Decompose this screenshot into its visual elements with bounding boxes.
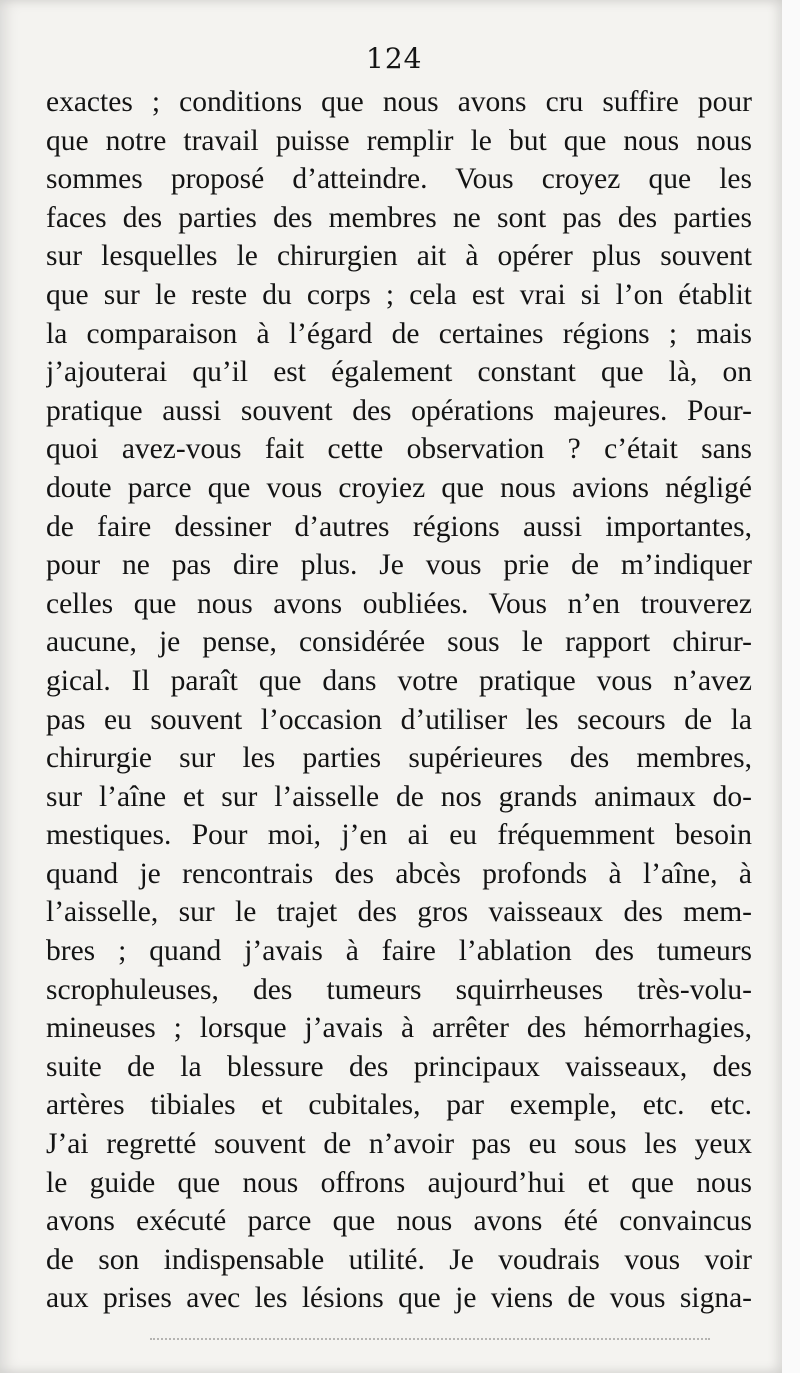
text-line: scrophuleuses, des tumeurs squirrheuses très-volu-: [46, 973, 752, 1006]
text-line: artères tibiales et cubitales, par exemple, etc. etc.: [46, 1089, 752, 1122]
text-line: J’ai regretté souvent de n’avoir pas eu sous les yeux: [46, 1128, 752, 1161]
text-line: quand je rencontrais des abcès profonds à l’aîne, à: [46, 857, 752, 890]
text-line: de faire dessiner d’autres régions aussi importantes,: [46, 510, 752, 543]
text-line: pratique aussi souvent des opérations majeures. Pour-: [46, 394, 752, 427]
text-line: le guide que nous offrons aujourd’hui et que nous: [46, 1166, 752, 1199]
text-line: quoi avez-vous fait cette observation ? c’était sans: [46, 433, 752, 466]
text-line: l’aisselle, sur le trajet des gros vaisseaux des mem-: [46, 896, 752, 929]
body-text: [46, 83, 752, 1318]
text-line: aucune, je pense, considérée sous le rapport chirur-: [46, 626, 752, 659]
text-line: que notre travail puisse remplir le but que nous nous: [46, 124, 752, 157]
text-line: bres ; quand j’avais à faire l’ablation des tumeurs: [46, 935, 752, 968]
text-line: j’ajouterai qu’il est également constant que là, on: [46, 356, 752, 389]
text-line: sur l’aîne et sur l’aisselle de nos grands animaux do-: [46, 780, 752, 813]
text-line: gical. Il paraît que dans votre pratique vous n’avez: [46, 664, 752, 697]
page-number: 124: [366, 42, 423, 75]
text-line: faces des parties des membres ne sont pas des parties: [46, 201, 752, 234]
text-line: doute parce que vous croyiez que nous avions négligé: [46, 471, 752, 504]
text-line: sommes proposé d’atteindre. Vous croyez que les: [46, 163, 752, 196]
page-margin: [782, 0, 800, 1373]
text-line: avons exécuté parce que nous avons été convaincus: [46, 1205, 752, 1238]
text-line: aux prises avec les lésions que je viens de vous signa-: [46, 1282, 752, 1315]
text-line: de son indispensable utilité. Je voudrais vous voir: [46, 1243, 752, 1276]
page-bottom-smudge: [150, 1338, 710, 1344]
text-line: celles que nous avons oubliées. Vous n’en trouverez: [46, 587, 752, 620]
text-line: sur lesquelles le chirurgien ait à opérer plus souvent: [46, 240, 752, 273]
text-line: la comparaison à l’égard de certaines régions ; mais: [46, 317, 752, 350]
text-line: mineuses ; lorsque j’avais à arrêter des hémorrhagies,: [46, 1012, 752, 1045]
text-line: pas eu souvent l’occasion d’utiliser les secours de la: [46, 703, 752, 736]
text-line: exactes ; conditions que nous avons cru suffire pour: [46, 86, 752, 118]
text-line: pour ne pas dire plus. Je vous prie de m’indiquer: [46, 549, 752, 582]
text-line: suite de la blessure des principaux vaisseaux, des: [46, 1050, 752, 1083]
text-line: mestiques. Pour moi, j’en ai eu fréquemment besoin: [46, 819, 752, 852]
text-line: que sur le reste du corps ; cela est vrai si l’on établit: [46, 278, 752, 311]
text-line: chirurgie sur les parties supérieures des membres,: [46, 742, 752, 775]
